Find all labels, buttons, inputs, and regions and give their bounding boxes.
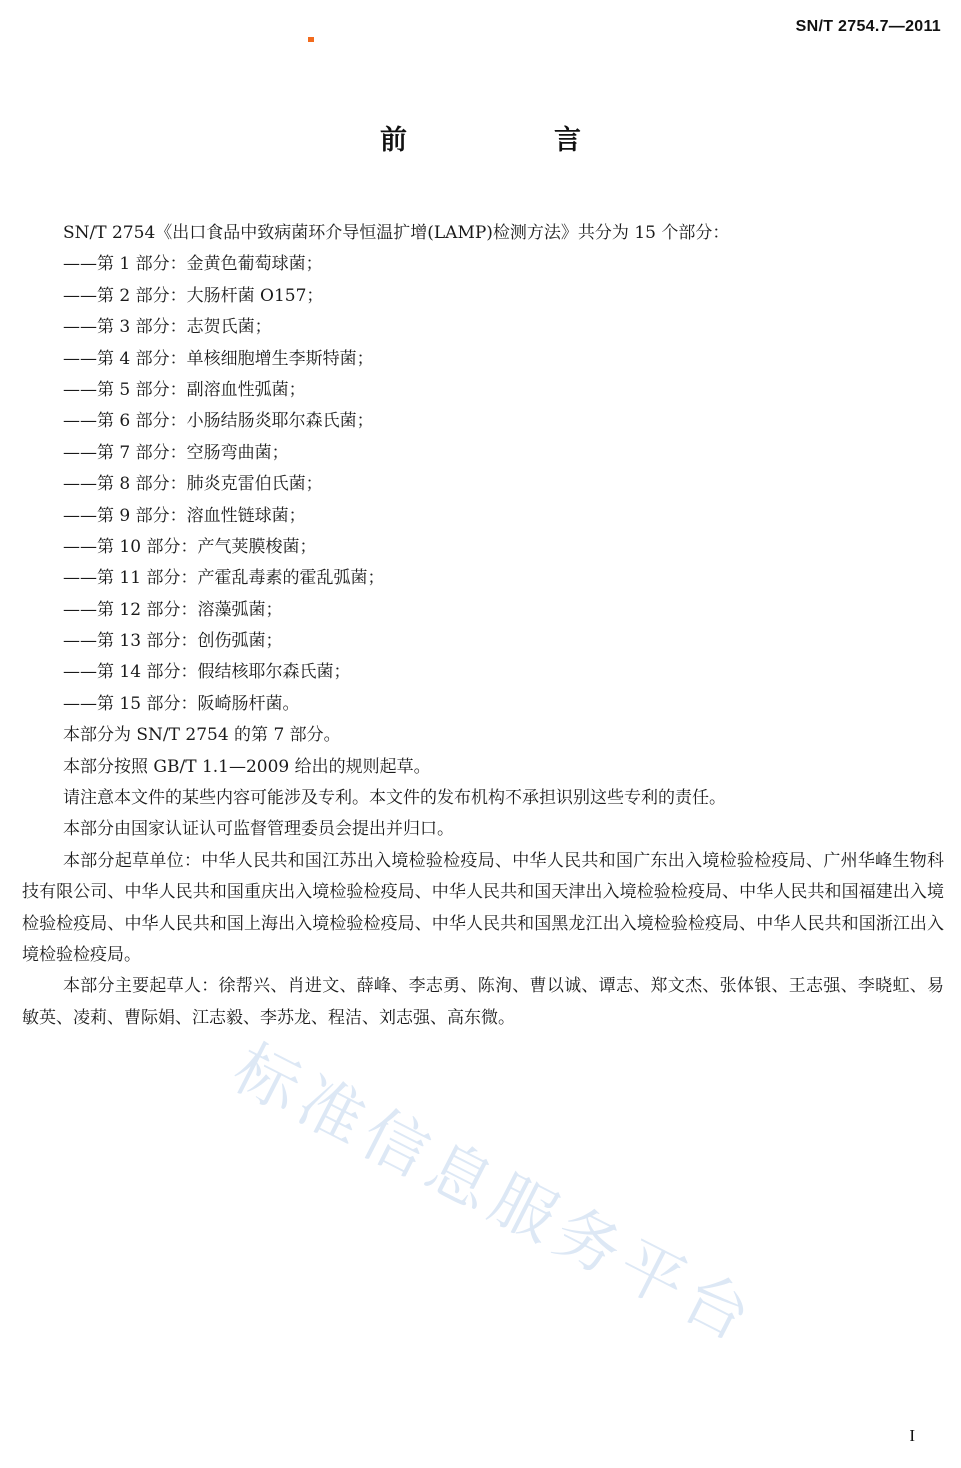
part-item: ——第 6 部分：小肠结肠炎耶尔森氏菌；	[63, 411, 374, 432]
foreword-body	[22, 218, 944, 1034]
part-item: ——第 11 部分：产霍乱毒素的霍乱弧菌；	[63, 568, 385, 589]
part-item: ——第 15 部分：阪崎肠杆菌。	[63, 693, 300, 714]
page-title: 前 言	[380, 125, 641, 156]
part-item: ——第 9 部分：溶血性链球菌；	[63, 505, 306, 526]
statement: 本部分按照 GB/T 1.1—2009 给出的规则起草。	[63, 756, 431, 777]
statement: 本部分由国家认证认可监督管理委员会提出并归口。	[63, 819, 454, 840]
statement: 请注意本文件的某些内容可能涉及专利。本文件的发布机构不承担识别这些专利的责任。	[63, 788, 726, 809]
part-item: ——第 13 部分：创伤弧菌；	[63, 631, 283, 652]
part-item: ——第 8 部分：肺炎克雷伯氏菌；	[63, 474, 323, 495]
drafting-units-paragraph: 本部分起草单位：中华人民共和国江苏出入境检验检疫局、中华人民共和国广东出入境检验检疫局、广州华峰生物科技有限公司、中华人民共和国重庆出入境检验检疫局、中华人民共和国天津出入境检验检疫局、中华人民共和国福建出入境检验检疫局、中华人民共和国上海出入境检验检疫局、中华人民共和国黑龙江出入境检验检疫局、中华人民共和国浙江出入境检验检疫局。	[22, 850, 944, 966]
watermark: 标准信息服务平台	[221, 1031, 769, 1359]
statement: 本部分为 SN/T 2754 的第 7 部分。	[63, 725, 341, 746]
part-item: ——第 14 部分：假结核耶尔森氏菌；	[63, 662, 351, 683]
page-number: I	[909, 1426, 915, 1445]
intro-line: SN/T 2754《出口食品中致病菌环介导恒温扩增(LAMP)检测方法》共分为 15 个部分：	[63, 223, 730, 243]
drafters-paragraph: 本部分主要起草人：徐帮兴、肖进文、薛峰、李志勇、陈洵、曹以诚、谭志、郑文杰、张体银、王志强、李晓虹、易敏英、凌莉、曹际娟、江志毅、李苏龙、程洁、刘志强、高东微。	[22, 976, 944, 1028]
part-item: ——第 4 部分：单核细胞增生李斯特菌；	[63, 348, 374, 369]
part-item: ——第 2 部分：大肠杆菌 O157；	[63, 285, 324, 306]
standard-code: SN/T 2754.7—2011	[795, 18, 941, 35]
part-item: ——第 12 部分：溶藻弧菌；	[63, 599, 283, 620]
part-item: ——第 7 部分：空肠弯曲菌；	[63, 442, 289, 463]
part-item: ——第 10 部分：产气荚膜梭菌；	[63, 536, 317, 557]
part-item: ——第 5 部分：副溶血性弧菌；	[63, 379, 306, 400]
part-item: ——第 3 部分：志贺氏菌；	[63, 317, 272, 338]
part-item: ——第 1 部分：金黄色葡萄球菌；	[63, 254, 323, 275]
orange-mark	[308, 37, 314, 42]
